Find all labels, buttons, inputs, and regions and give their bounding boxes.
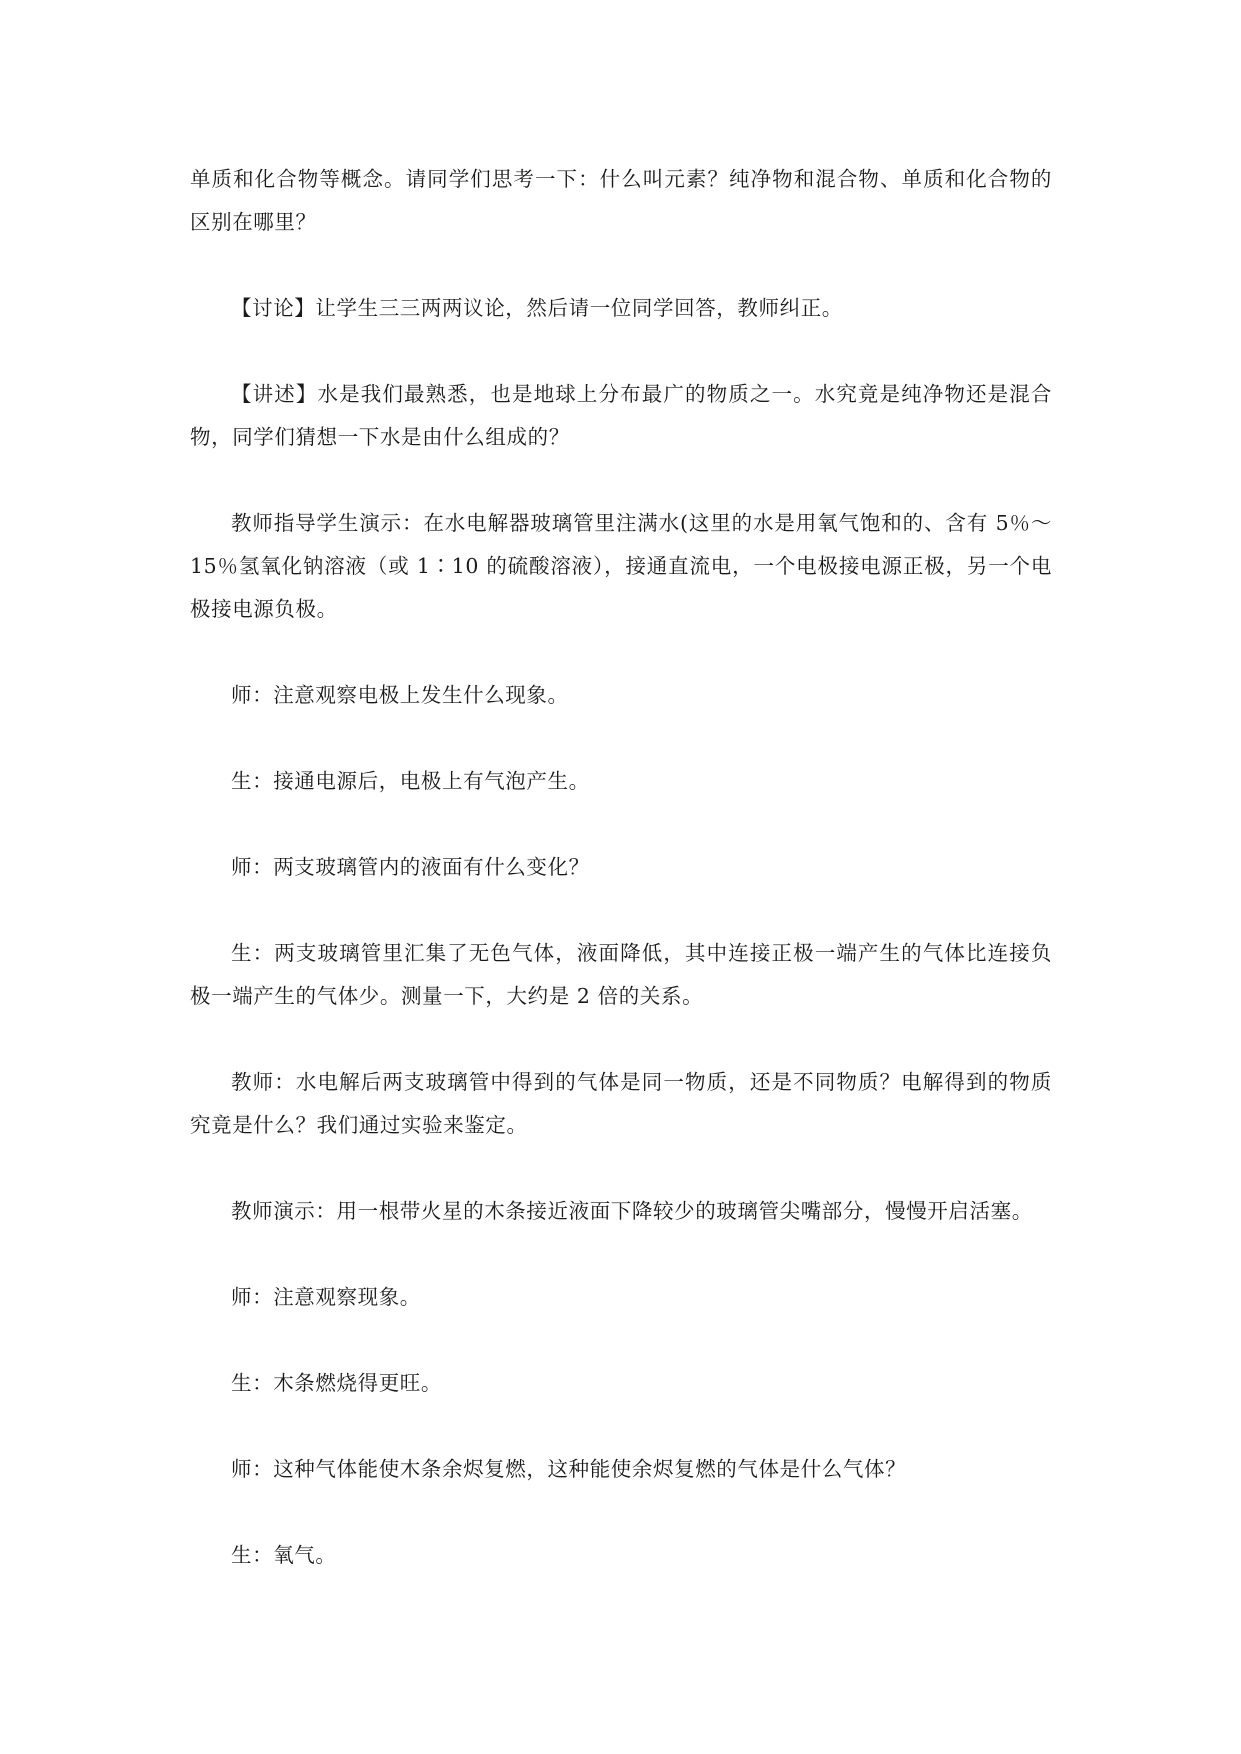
paragraph-teacher-question-4: 师：注意观察现象。 xyxy=(231,1285,421,1309)
paragraph-continued: 单质和化合物等概念。请同学们思考一下：什么叫元素？纯净物和混合物、单质和化合物的区别在哪里？ xyxy=(190,167,1052,234)
paragraph-discussion: 【讨论】让学生三三两两议论，然后请一位同学回答，教师纠正。 xyxy=(231,296,843,320)
document-body xyxy=(190,158,1052,1577)
paragraph-teacher-question-1: 师：注意观察电极上发生什么现象。 xyxy=(231,683,569,707)
paragraph-teacher-question-2: 师：两支玻璃管内的液面有什么变化？ xyxy=(231,855,590,879)
paragraph-teacher-demo: 教师演示：用一根带火星的木条接近液面下降较少的玻璃管尖嘴部分，慢慢开启活塞。 xyxy=(231,1199,1033,1223)
paragraph-student-answer-1: 生：接通电源后，电极上有气泡产生。 xyxy=(231,769,590,793)
paragraph-student-answer-3: 生：木条燃烧得更旺。 xyxy=(231,1371,442,1395)
paragraph-demo-setup: 教师指导学生演示：在水电解器玻璃管里注满水(这里的水是用氧气饱和的、含有 5％～15％氢氧化钠溶液（或 1∶10 的硫酸溶液），接通直流电，一个电极接电源正极，另一个电极接电源负极。 xyxy=(190,511,1052,621)
paragraph-lecture: 【讲述】水是我们最熟悉，也是地球上分布最广的物质之一。水究竟是纯净物还是混合物，同学们猜想一下水是由什么组成的？ xyxy=(190,382,1052,449)
paragraph-student-answer-4: 生：氧气。 xyxy=(231,1543,337,1567)
paragraph-teacher-question-3: 教师：水电解后两支玻璃管中得到的气体是同一物质，还是不同物质？电解得到的物质究竟是什么？我们通过实验来鉴定。 xyxy=(190,1070,1052,1137)
paragraph-student-answer-2: 生：两支玻璃管里汇集了无色气体，液面降低，其中连接正极一端产生的气体比连接负极一端产生的气体少。测量一下，大约是 2 倍的关系。 xyxy=(190,941,1052,1008)
paragraph-teacher-question-5: 师：这种气体能使木条余烬复燃，这种能使余烬复燃的气体是什么气体？ xyxy=(231,1457,907,1481)
